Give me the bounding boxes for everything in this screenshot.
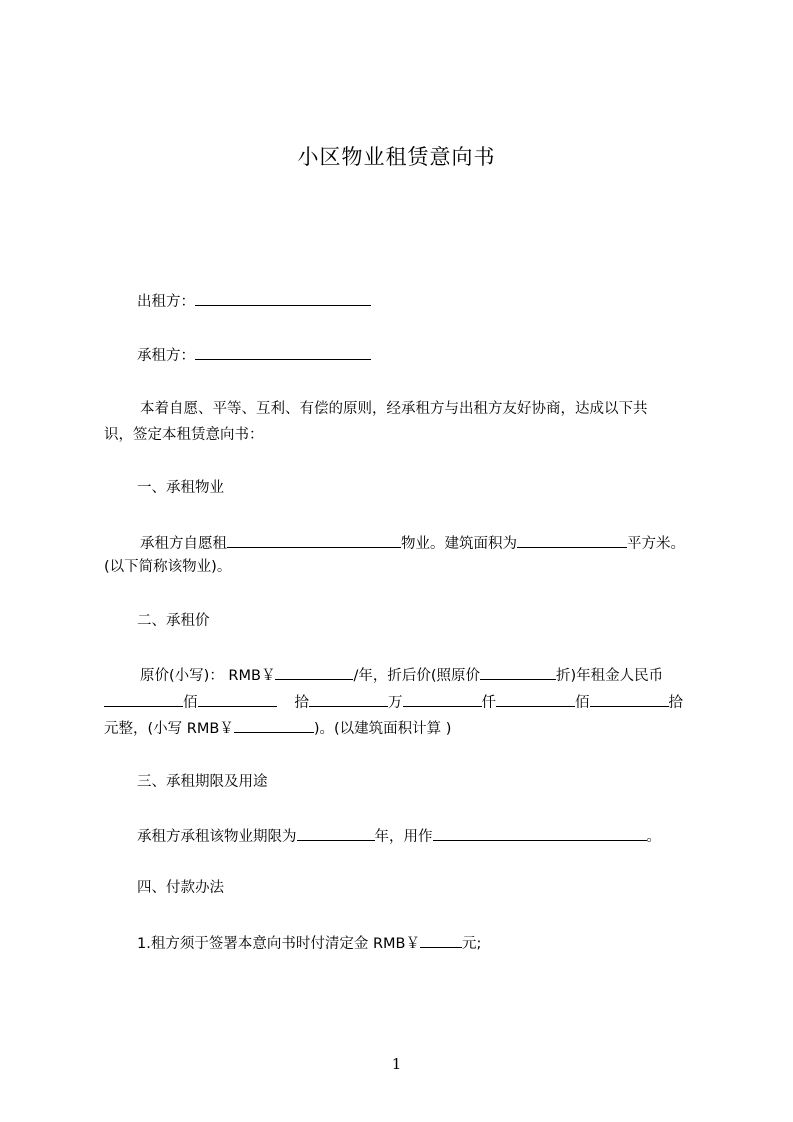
section-2-text-e: )。(以建筑面积计算 ) [313, 721, 452, 737]
section-2-line-1 [140, 664, 663, 686]
section-2-heading: 二、承租价 [137, 613, 210, 629]
section-3-text-c: 。 [646, 829, 661, 845]
property-blank [227, 532, 401, 548]
deposit-blank [420, 932, 462, 948]
section-4-heading: 四、付款办法 [137, 880, 224, 896]
section-3-text-b: 年，用作 [374, 829, 433, 845]
lessee-blank [195, 344, 371, 360]
section-1-line-1 [140, 532, 685, 554]
page-number: 1 [391, 1055, 402, 1073]
section-3-line-1 [137, 825, 661, 847]
lessor-line [137, 290, 371, 312]
discount-blank [480, 664, 556, 680]
amount-blank-3 [309, 691, 388, 707]
amount-blank-5 [496, 691, 575, 707]
section-1-text-c: 平方米。 [627, 536, 685, 552]
document-title: 小区物业租赁意向书 [297, 145, 496, 169]
section-4-item-1 [137, 932, 481, 954]
section-4-text-a: 1.租方须于签署本意向书时付清定金 RMB￥ [137, 936, 420, 952]
unit-shi-1: 拾 [294, 695, 309, 711]
amount-blank-2 [198, 691, 277, 707]
section-1-line-2: (以下简称该物业)。 [104, 559, 232, 575]
usage-blank [433, 825, 647, 841]
section-2-text-c: 折)年租金人民币 [556, 668, 664, 684]
section-1-heading: 一、承租物业 [137, 480, 224, 496]
unit-shi-2: 拾 [668, 695, 683, 711]
section-2-text-b: /年，折后价(照原价 [353, 668, 481, 684]
section-2-text-d: 元整，(小写 RMB￥ [104, 721, 234, 737]
term-blank [297, 825, 375, 841]
amount-blank-4 [403, 691, 482, 707]
section-2-text-a: 原价(小写)： RMB￥ [140, 668, 276, 684]
original-price-blank [275, 664, 353, 680]
amount-blank-1 [104, 691, 183, 707]
unit-bai-2: 佰 [575, 695, 590, 711]
lessee-line [137, 344, 371, 366]
intro-line-1: 本着自愿、平等、互利、有偿的原则，经承租方与出租方友好协商，达成以下共 [140, 401, 648, 417]
section-2-line-2 [104, 691, 683, 713]
section-1-text-a: 承租方自愿租 [140, 536, 227, 552]
section-4-text-b: 元; [461, 936, 482, 952]
lessor-blank [195, 290, 371, 306]
section-2-line-3 [104, 717, 451, 739]
section-3-text-a: 承租方承租该物业期限为 [137, 829, 297, 845]
section-1-text-b: 物业。建筑面积为 [401, 536, 517, 552]
unit-qian: 仟 [481, 695, 496, 711]
intro-line-2: 识，签定本租赁意向书： [104, 427, 264, 443]
area-blank [517, 532, 627, 548]
unit-wan: 万 [388, 695, 403, 711]
section-3-heading: 三、承租期限及用途 [137, 774, 268, 790]
lessee-label: 承租方： [137, 348, 195, 364]
lowercase-amount-blank [234, 717, 314, 733]
unit-bai-1: 佰 [183, 695, 198, 711]
amount-blank-6 [590, 691, 669, 707]
lessor-label: 出租方： [137, 294, 195, 310]
